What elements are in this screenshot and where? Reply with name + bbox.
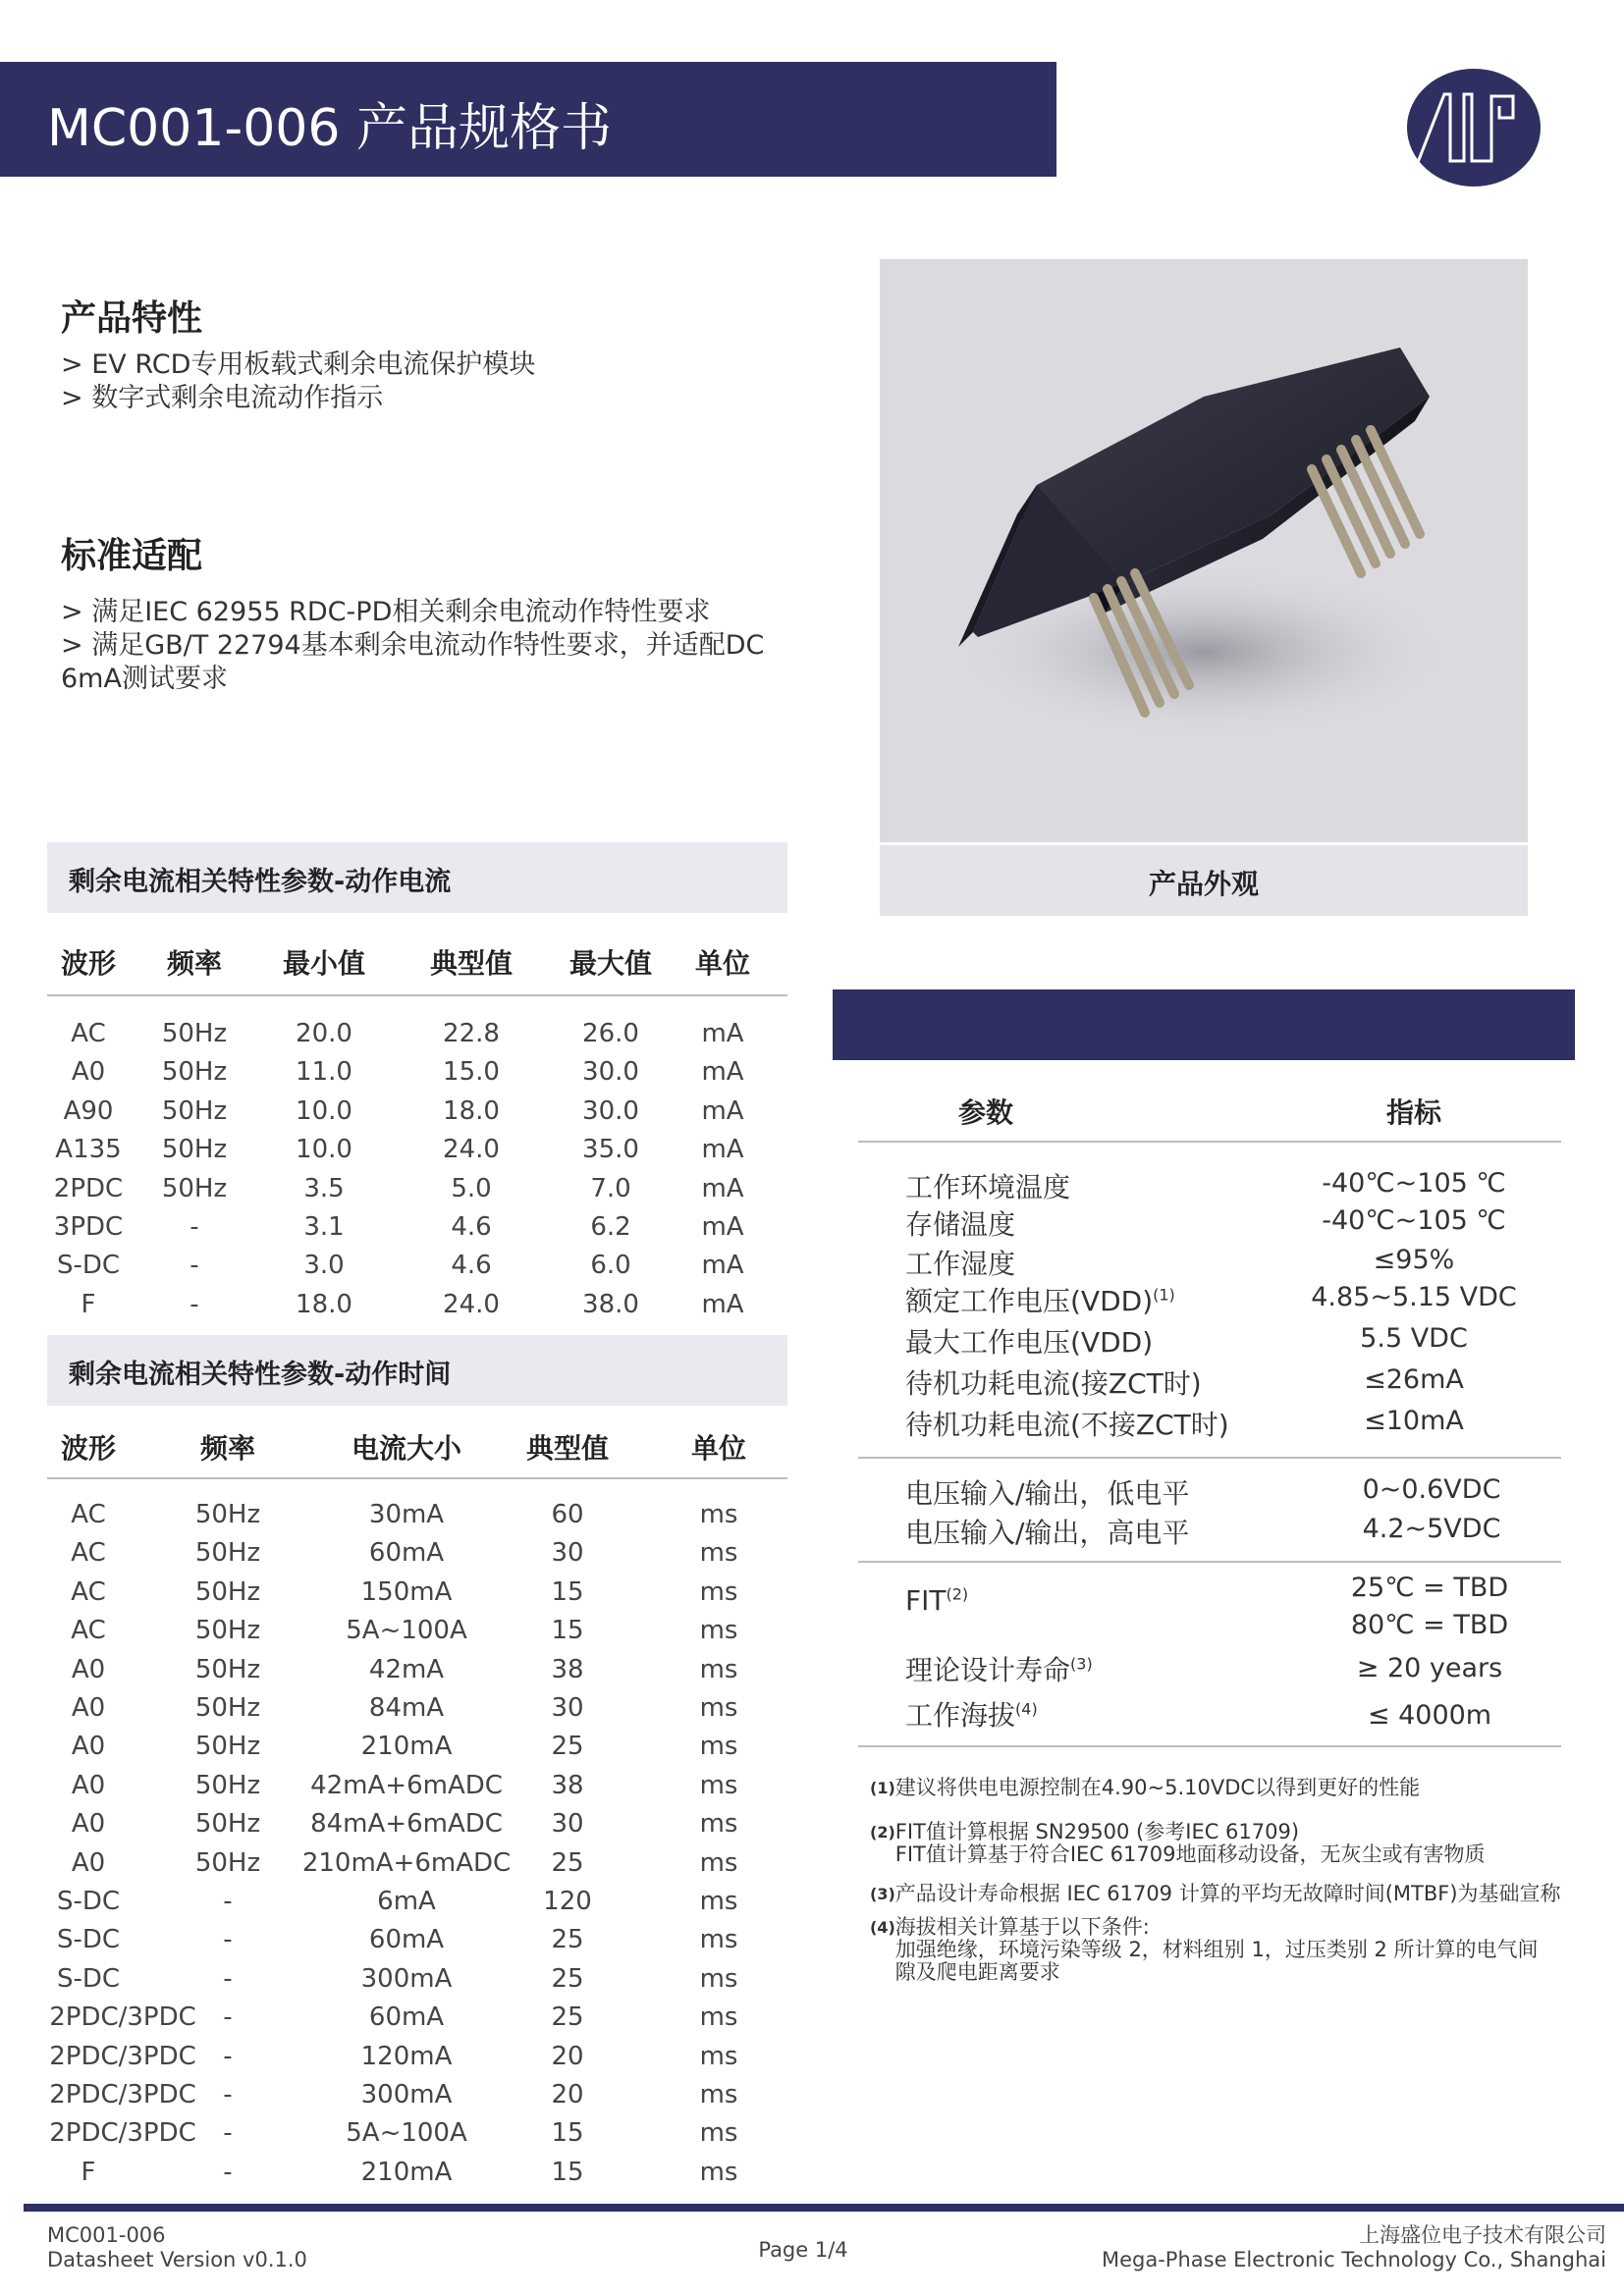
time-table-cell: F: [81, 2157, 96, 2187]
time-table-cell: ms: [699, 1925, 738, 1955]
time-table-cell: 15: [551, 1616, 584, 1646]
page-title: MC001-006 产品规格书: [47, 99, 612, 158]
standards-title: 标准适配: [61, 536, 203, 576]
time-table-cell: -: [223, 2041, 233, 2071]
feature-item: > 数字式剩余电流动作指示: [61, 383, 384, 413]
footer-page: Page 1/4: [758, 2238, 848, 2262]
spec-param-value: ≤26mA: [1364, 1364, 1464, 1395]
time-table-cell: 300mA: [360, 2080, 453, 2109]
standard-item: > 满足GB/T 22794基本剩余电流动作特性要求，并适配DC: [61, 630, 765, 661]
spec-param-value: -40℃~105 ℃: [1322, 1205, 1506, 1236]
features-list: [61, 348, 535, 415]
spec-param-name: [905, 1404, 1229, 1443]
current-table-cell: mA: [701, 1289, 744, 1319]
time-table-cell: AC: [71, 1538, 106, 1569]
current-table-cell: 26.0: [582, 1019, 639, 1048]
current-table-cell: 18.0: [296, 1289, 352, 1319]
time-table-cell: ms: [699, 1770, 738, 1800]
time-table-cell: 60mA: [368, 1925, 445, 1955]
time-table-cell: 300mA: [360, 1963, 453, 1994]
footnote: [870, 1777, 1420, 1799]
footer-line: [24, 2204, 1624, 2212]
current-table-cell: 5.0: [451, 1173, 492, 1203]
current-table-cell: -: [189, 1251, 199, 1281]
current-table-cell: A90: [63, 1095, 114, 1126]
spec-param-label: 工作环境温度: [905, 1171, 1071, 1203]
current-table-cell: 3.1: [303, 1212, 345, 1242]
time-table-cell: ms: [699, 1538, 738, 1569]
current-table-cell: 15.0: [443, 1057, 500, 1088]
time-table-cell: 50Hz: [194, 1770, 261, 1800]
time-table-cell: 42mA+6mADC: [310, 1770, 503, 1800]
current-table-divider: [47, 994, 787, 996]
time-table-cell: 120mA: [360, 2041, 453, 2071]
current-table-cell: 50Hz: [161, 1019, 228, 1048]
spec-param-name: [905, 1362, 1202, 1402]
spec-life-name: 理论设计寿命$^{(3)}$: [905, 1654, 1093, 1686]
time-table-cell: 25: [551, 2002, 584, 2033]
current-table-cell: mA: [701, 1173, 744, 1203]
time-table-cell: ms: [699, 1576, 738, 1607]
footnote: [870, 1821, 1485, 1866]
time-table-cell: 15: [551, 2118, 584, 2149]
current-table-cell: mA: [701, 1019, 744, 1048]
spec-param-value: ≤10mA: [1364, 1406, 1464, 1436]
footer-model: MC001-006: [47, 2223, 166, 2247]
spec-param-label: 工作湿度: [905, 1248, 1016, 1280]
time-table-cell: 50Hz: [194, 1809, 261, 1840]
logo-text: MP: [1474, 181, 1476, 182]
spec-io-value: 4.2~5VDC: [1362, 1514, 1501, 1544]
time-table-cell: 2PDC/3PDC: [49, 2041, 196, 2071]
time-table-cell: ms: [699, 1500, 738, 1529]
features-title: 产品特性: [61, 298, 203, 339]
current-table-col-header: 最大值: [568, 947, 653, 980]
standards-list: [61, 596, 764, 696]
spec-divider-1: [858, 1141, 1561, 1143]
time-table-cell: 30: [551, 1693, 584, 1723]
current-table-cell: 24.0: [443, 1289, 500, 1319]
spec-io-name: 电压输入/输出，高电平: [905, 1517, 1190, 1549]
footer-company-cn: 上海盛位电子技术有限公司: [1359, 2223, 1606, 2247]
time-table-cell: 50Hz: [194, 1847, 261, 1878]
time-table-cell: 60: [551, 1500, 584, 1529]
time-table-cell: 20: [551, 2080, 584, 2109]
spec-param-name: [905, 1280, 1175, 1319]
current-table-cell: 10.0: [296, 1135, 352, 1165]
footer-left: [47, 2223, 307, 2272]
time-table-cell: 84mA: [368, 1693, 445, 1723]
spec-io-name: 电压输入/输出，低电平: [905, 1477, 1190, 1510]
time-table-cell: 210mA: [360, 2157, 453, 2187]
time-table-cell: 50Hz: [194, 1693, 261, 1723]
time-table-cell: AC: [71, 1616, 106, 1646]
time-table-cell: ms: [699, 1847, 738, 1878]
time-table-cell: 50Hz: [194, 1500, 261, 1529]
standard-item: 6mA测试要求: [61, 664, 228, 694]
spec-alt-value: ≤ 4000m: [1367, 1700, 1492, 1731]
current-table-cell: 18.0: [443, 1095, 500, 1126]
current-table-cell: 4.6: [451, 1212, 492, 1242]
current-table-cell: mA: [701, 1251, 744, 1281]
spec-divider-3: [858, 1561, 1561, 1563]
footer-version: Datasheet Version v0.1.0: [47, 2248, 307, 2271]
current-table-col-header: 单位: [694, 947, 751, 980]
spec-divider-4: [858, 1745, 1561, 1747]
photo-caption-band: [880, 845, 1528, 916]
current-table-cell: 20.0: [296, 1019, 352, 1048]
time-table-cell: 50Hz: [194, 1576, 261, 1607]
time-table-cell: -: [223, 2118, 233, 2149]
time-table-cell: -: [223, 1925, 233, 1955]
spec-param-note-mark: (1): [1153, 1285, 1175, 1305]
time-table-title: 剩余电流相关特性参数-动作时间: [69, 1360, 452, 1390]
spec-fit-value-80: 80℃ = TBD: [1350, 1610, 1509, 1640]
spec-fit-value-25: 25℃ = TBD: [1350, 1573, 1509, 1603]
footnote-mark: (3): [870, 1885, 895, 1903]
current-table-cell: S-DC: [56, 1251, 121, 1281]
spec-param-label: 待机功耗电流(接ZCT时): [905, 1367, 1202, 1400]
current-table-cell: 10.0: [296, 1095, 352, 1126]
time-table-cell: AC: [71, 1576, 106, 1607]
time-table-cell: 210mA: [360, 1732, 453, 1762]
time-table-cell: 60mA: [368, 1538, 445, 1569]
spec-header-param: 参数: [957, 1096, 1014, 1129]
current-table-cell: AC: [71, 1019, 106, 1048]
current-table-cell: 50Hz: [161, 1095, 228, 1126]
time-table-cell: 84mA+6mADC: [310, 1809, 503, 1840]
time-table-cell: S-DC: [56, 1887, 121, 1916]
feature-item: > EV RCD专用板载式剩余电流保护模块: [61, 349, 536, 380]
current-table-cell: 24.0: [443, 1135, 500, 1165]
footnote-mark: (4): [870, 1918, 895, 1937]
footnote-line: 海拔相关计算基于以下条件:: [894, 1915, 1150, 1939]
time-table-col-header: 电流大小: [351, 1432, 462, 1465]
time-table-cell: ms: [699, 2118, 738, 2149]
current-table-cell: 7.0: [590, 1173, 631, 1203]
current-table-cell: A0: [71, 1057, 106, 1088]
footnote-line: 产品设计寿命根据 IEC 61709 计算的平均无故障时间(MTBF)为基础宣称: [894, 1882, 1561, 1905]
current-table-col-header: 频率: [166, 947, 223, 980]
time-table-cell: S-DC: [56, 1925, 121, 1955]
current-table-col-header: 典型值: [429, 947, 514, 980]
module-illustration-icon: [880, 259, 1528, 842]
time-table-cell: 25: [551, 1847, 584, 1878]
photo-caption: 产品外观: [1148, 868, 1259, 900]
current-table-cell: 4.6: [451, 1251, 492, 1281]
time-table-cell: A0: [71, 1732, 106, 1762]
footnote-line: 加强绝缘，环境污染等级 2，材料组别 1，过压类别 2 所计算的电气间: [894, 1938, 1539, 1961]
time-table-cell: -: [223, 2002, 233, 2033]
time-table-cell: ms: [699, 2157, 738, 2187]
time-table-cell: 210mA+6mADC: [301, 1847, 512, 1878]
current-table-cell: A135: [55, 1135, 122, 1165]
time-table-cell: 38: [551, 1654, 584, 1684]
time-table-cell: 30: [551, 1538, 584, 1569]
time-table-cell: 25: [551, 1732, 584, 1762]
spec-param-name: [905, 1166, 1070, 1205]
spec-param-name: [905, 1321, 1153, 1361]
spec-param-name: [905, 1243, 1015, 1282]
current-table-col-header: 波形: [60, 947, 117, 980]
time-table-cell: 2PDC/3PDC: [49, 2118, 196, 2149]
time-table-cell: 6mA: [377, 1887, 436, 1916]
current-table-cell: F: [81, 1289, 96, 1319]
time-table-cell: 42mA: [368, 1654, 445, 1684]
current-table-cell: 50Hz: [161, 1173, 228, 1203]
time-table-cell: ms: [699, 1732, 738, 1762]
spec-param-label: 额定工作电压(VDD): [905, 1285, 1154, 1317]
spec-header-value: 指标: [1385, 1096, 1442, 1129]
footnote-text: [895, 1777, 1420, 1799]
spec-param-name: [905, 1203, 1015, 1243]
time-table-cell: ms: [699, 2002, 738, 2033]
time-table-divider: [47, 1477, 787, 1479]
current-table-cell: mA: [701, 1135, 744, 1165]
spec-alt-name: 工作海拔$^{(4)}$: [905, 1699, 1038, 1732]
current-table-cell: mA: [701, 1057, 744, 1088]
time-table-cell: 60mA: [368, 2002, 445, 2033]
spec-param-label: 最大工作电压(VDD): [905, 1326, 1154, 1359]
footnote-mark: (2): [870, 1823, 895, 1842]
spec-table-bar: [833, 989, 1575, 1060]
footnote-line: FIT值计算基于符合IEC 61709地面移动设备，无灰尘或有害物质: [894, 1842, 1486, 1866]
time-table-cell: 30: [551, 1809, 584, 1840]
time-table-cell: 15: [551, 1576, 584, 1607]
time-table-cell: -: [223, 2157, 233, 2187]
footnote: [870, 1883, 1561, 1905]
time-table-cell: ms: [699, 1654, 738, 1684]
time-table-cell: A0: [71, 1809, 106, 1840]
footnote-line: 建议将供电电源控制在4.90~5.10VDC以得到更好的性能: [894, 1776, 1421, 1799]
time-table-cell: A0: [71, 1654, 106, 1684]
footnote-text: [895, 1916, 1539, 1984]
time-table-cell: 38: [551, 1770, 584, 1800]
time-table-cell: ms: [699, 2041, 738, 2071]
footnote-line: 隙及爬电距离要求: [894, 1960, 1060, 1984]
time-table-cell: 30mA: [368, 1500, 445, 1529]
time-table-cell: 150mA: [360, 1576, 453, 1607]
time-table-cell: A0: [71, 1693, 106, 1723]
current-table-cell: 3.5: [303, 1173, 345, 1203]
footnote-text: [895, 1883, 1561, 1905]
time-table-cell: -: [223, 1963, 233, 1994]
company-logo-icon: [1405, 67, 1543, 188]
time-table-cell: 25: [551, 1925, 584, 1955]
time-table-cell: AC: [71, 1500, 106, 1529]
time-table-cell: 25: [551, 1963, 584, 1994]
current-table-cell: mA: [701, 1212, 744, 1242]
time-table-cell: 15: [551, 2157, 584, 2187]
footer-company-en: Mega-Phase Electronic Technology Co., Shanghai: [1101, 2248, 1606, 2271]
time-table-cell: 50Hz: [194, 1732, 261, 1762]
time-table-cell: 5A~100A: [346, 2118, 467, 2149]
time-table-cell: -: [223, 1887, 233, 1916]
time-table-col-header: 频率: [199, 1432, 256, 1465]
current-table-cell: 30.0: [582, 1057, 639, 1088]
time-table-cell: 50Hz: [194, 1654, 261, 1684]
time-table-cell: 20: [551, 2041, 584, 2071]
time-table-col-header: 典型值: [525, 1432, 610, 1465]
time-table-cell: A0: [71, 1847, 106, 1878]
time-table-cell: ms: [699, 1693, 738, 1723]
product-photo: [880, 259, 1528, 842]
current-table-title: 剩余电流相关特性参数-动作电流: [69, 867, 452, 897]
spec-param-value: 5.5 VDC: [1360, 1323, 1468, 1354]
footnote-line: FIT值计算根据 SN29500 (参考IEC 61709): [894, 1820, 1300, 1843]
time-table-cell: 2PDC/3PDC: [49, 2002, 196, 2033]
time-table-cell: ms: [699, 1963, 738, 1994]
time-table-col-header: 单位: [690, 1432, 747, 1465]
current-table-cell: 11.0: [296, 1057, 352, 1088]
current-table-cell: 50Hz: [161, 1057, 228, 1088]
standard-item: > 满足IEC 62955 RDC-PD相关剩余电流动作特性要求: [61, 597, 711, 627]
current-table-cell: 6.2: [590, 1212, 631, 1242]
current-table-cell: 2PDC: [53, 1173, 124, 1203]
spec-life-value: ≥ 20 years: [1356, 1653, 1503, 1683]
time-table-cell: ms: [699, 1887, 738, 1916]
current-table-cell: 35.0: [582, 1135, 639, 1165]
spec-param-value: 4.85~5.15 VDC: [1311, 1282, 1517, 1312]
current-table-cell: -: [189, 1289, 199, 1319]
time-table-cell: A0: [71, 1770, 106, 1800]
time-table-cell: 2PDC/3PDC: [49, 2080, 196, 2109]
current-table-col-header: 最小值: [282, 947, 366, 980]
spec-divider-2: [858, 1457, 1561, 1459]
time-table-cell: 50Hz: [194, 1616, 261, 1646]
current-table-cell: mA: [701, 1095, 744, 1126]
spec-param-label: 待机功耗电流(不接ZCT时): [905, 1409, 1229, 1441]
time-table-cell: 5A~100A: [346, 1616, 467, 1646]
time-table-cell: 120: [543, 1887, 592, 1916]
spec-io-value: 0~0.6VDC: [1362, 1474, 1501, 1505]
footnote: [870, 1916, 1539, 1984]
spec-param-value: ≤95%: [1373, 1245, 1455, 1275]
current-table-cell: 3.0: [303, 1251, 345, 1281]
current-table-cell: 30.0: [582, 1095, 639, 1126]
time-table-cell: S-DC: [56, 1963, 121, 1994]
time-table-cell: ms: [699, 2080, 738, 2109]
time-table-cell: -: [223, 2080, 233, 2109]
current-table-cell: 22.8: [443, 1019, 500, 1048]
current-table-cell: 6.0: [590, 1251, 631, 1281]
footnote-mark: (1): [870, 1779, 895, 1797]
time-table-col-header: 波形: [60, 1432, 117, 1465]
current-table-cell: 3PDC: [53, 1212, 124, 1242]
spec-param-label: 存储温度: [905, 1208, 1016, 1241]
spec-param-value: -40℃~105 ℃: [1322, 1168, 1506, 1199]
current-table-cell: -: [189, 1212, 199, 1242]
time-table-cell: 50Hz: [194, 1538, 261, 1569]
time-table-cell: ms: [699, 1809, 738, 1840]
current-table-cell: 50Hz: [161, 1135, 228, 1165]
footer-right: [1102, 2223, 1606, 2272]
current-table-cell: 38.0: [582, 1289, 639, 1319]
spec-fit-name: FIT$^{(2)}$: [905, 1584, 969, 1617]
footnote-text: [895, 1821, 1486, 1866]
time-table-cell: ms: [699, 1616, 738, 1646]
